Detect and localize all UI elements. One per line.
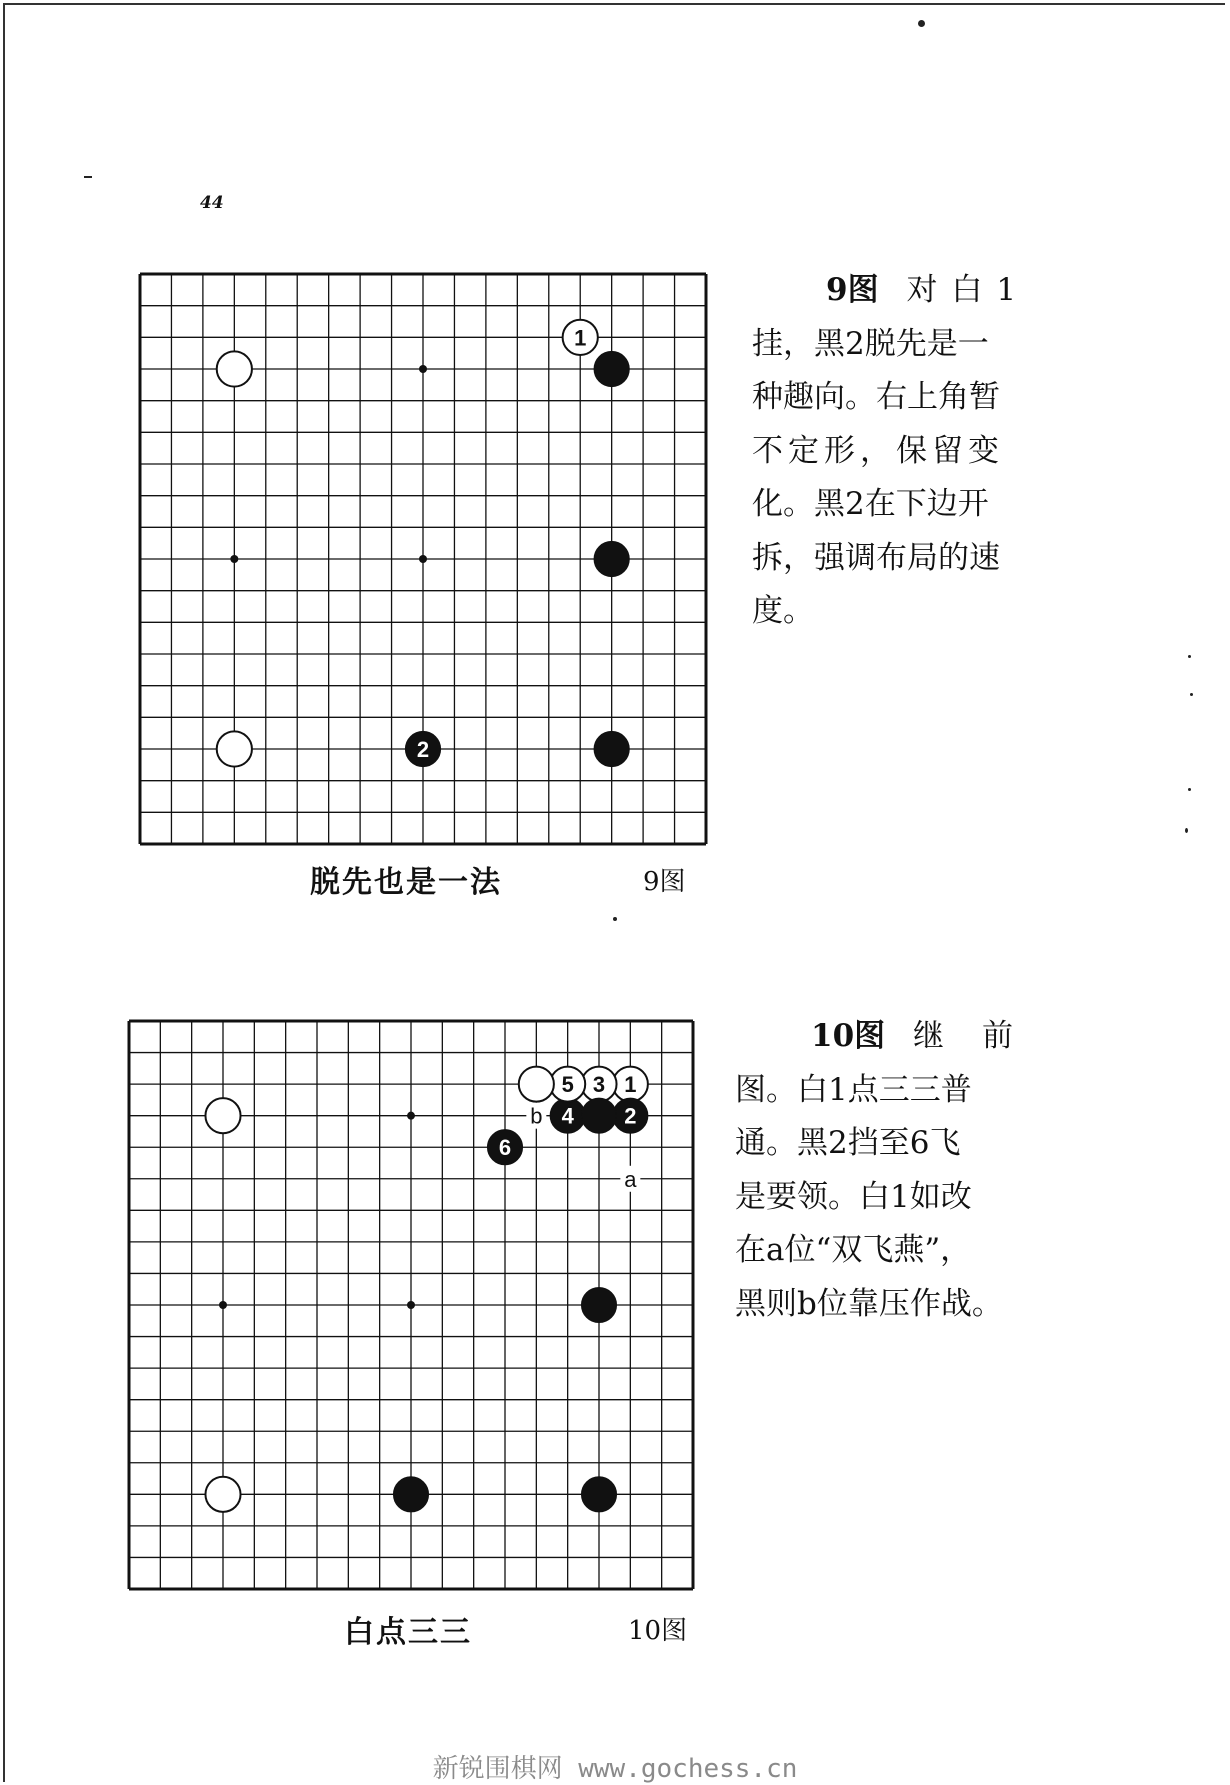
figure-10-caption: 白点三三 [344, 1615, 472, 1650]
figure-9-label: 9图 [643, 867, 686, 897]
star-point [407, 1301, 415, 1309]
text-line [752, 264, 1037, 318]
stone-number-3: 3 [592, 1072, 606, 1098]
star-point [230, 555, 238, 563]
text-line: 化。黑2在下边开 [752, 486, 989, 522]
text-line: 通。黑2挡至6飞 [735, 1125, 961, 1161]
stone-number-2: 2 [624, 1103, 637, 1129]
white-stone [519, 1067, 554, 1102]
stone-number-2: 2 [416, 736, 430, 762]
star-point [407, 1112, 415, 1120]
black-stone [594, 541, 629, 576]
stone-number-1: 1 [574, 325, 587, 351]
black-stone [594, 731, 629, 766]
black-stone [393, 1477, 428, 1512]
scan-speck [1190, 693, 1193, 696]
page-number: 44 [200, 193, 224, 213]
text-line-rest: 对白1 [906, 272, 1031, 308]
white-stone [217, 731, 252, 766]
text-line: 在a位“双飞燕”， [735, 1232, 972, 1268]
figure-9-caption: 脱先也是一法 [310, 865, 502, 900]
scan-speck [1188, 788, 1191, 791]
figure-10-heading: 10图 [811, 1018, 886, 1054]
text-line: 是要领。白1如改 [735, 1178, 972, 1215]
text-line: 挂，黑2脱先是一 [752, 325, 989, 362]
text-line: 度。 [752, 593, 814, 629]
stone-number-6: 6 [498, 1135, 512, 1161]
go-board-figure-9 [137, 271, 709, 847]
text-line-rest: 继前 [913, 1018, 1051, 1054]
text-line: 黑则b位靠压作战。 [735, 1285, 1003, 1322]
scan-speck [84, 176, 92, 178]
black-stone [594, 351, 629, 386]
stone-number-5: 5 [561, 1072, 574, 1098]
black-stone [581, 1287, 616, 1322]
figure-9-description [752, 264, 1037, 639]
scan-speck [918, 20, 925, 27]
footer-watermark: 新锐围棋网 www.gochess.cn [432, 1754, 798, 1784]
scan-speck [1188, 655, 1191, 658]
text-line: 图。白1点三三普 [735, 1071, 972, 1108]
text-line: 拆，强调布局的速 [752, 539, 1000, 576]
star-point [419, 555, 427, 563]
text-line: 种趣向。右上角暂 [752, 379, 1000, 415]
white-stone [217, 351, 252, 386]
text-line: 不定形，保留变 [752, 432, 1004, 469]
star-point [219, 1301, 227, 1309]
black-stone [581, 1477, 616, 1512]
go-board-figure-10 [126, 1018, 696, 1592]
stone-number-4: 4 [561, 1103, 574, 1129]
black-stone [581, 1098, 616, 1133]
point-mark-a: a [624, 1166, 637, 1192]
text-line [735, 1010, 1051, 1064]
figure-10-label: 10图 [628, 1616, 688, 1646]
figure-10-description [735, 1010, 1051, 1331]
scan-speck [613, 917, 617, 921]
stone-number-1: 1 [624, 1072, 637, 1098]
white-stone [205, 1098, 240, 1133]
white-stone [205, 1477, 240, 1512]
star-point [419, 365, 427, 373]
point-mark-b: b [530, 1103, 543, 1129]
figure-9-heading: 9图 [826, 272, 879, 308]
scan-speck [1185, 828, 1188, 833]
